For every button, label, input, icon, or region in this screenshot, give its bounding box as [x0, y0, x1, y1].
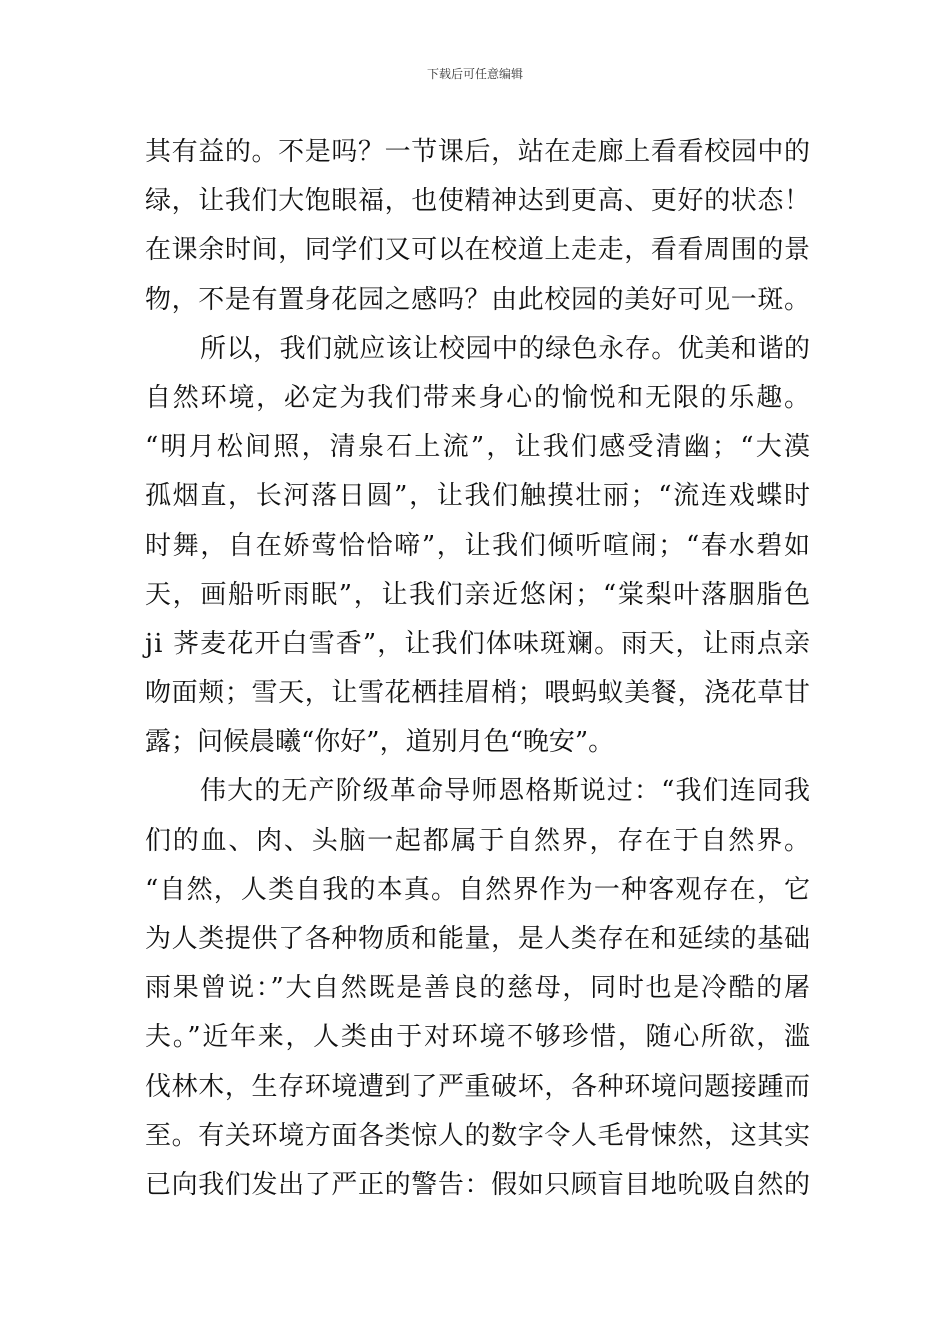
- text-line: ji 荠麦花开白雪香”，让我们体味斑斓。雨天，让雨点亲: [145, 628, 812, 659]
- text-line: 雨果曾说：”大自然既是善良的慈母，同时也是冷酷的屠: [145, 973, 812, 1004]
- text-line: 夫。”近年来，人类由于对环境不够珍惜，随心所欲，滥: [145, 1022, 812, 1053]
- text-line: “明月松间照，清泉石上流”，让我们感受清幽；“大漠: [145, 432, 813, 463]
- body-text: [145, 128, 813, 1210]
- text-line: 所以，我们就应该让校园中的绿色永存。优美和谐的: [200, 333, 811, 364]
- text-line: 们的血、肉、头脑一起都属于自然界，存在于自然界。: [145, 825, 812, 856]
- text-line: 物，不是有置身花园之感吗？由此校园的美好可见一斑。: [145, 284, 811, 315]
- text-line: 已向我们发出了严正的警告：假如只顾盲目地吮吸自然的: [145, 1169, 811, 1200]
- text-line: 天，画船听雨眠”，让我们亲近悠闲；“棠梨叶落胭脂色: [145, 579, 812, 610]
- text-line: 伐林木，生存环境遭到了严重破坏，各种环境问题接踵而: [145, 1071, 811, 1102]
- text-line: 吻面颊；雪天，让雪花栖挂眉梢；喂蚂蚁美餐，浇花草甘: [145, 678, 811, 709]
- text-line: 绿，让我们大饱眼福，也使精神达到更高、更好的状态！: [145, 186, 811, 217]
- text-line: 为人类提供了各种物质和能量，是人类存在和延续的基础: [145, 924, 811, 954]
- page-header: 下载后可任意编辑: [426, 67, 523, 81]
- text-line: 其有益的。不是吗？一节课后，站在走廊上看看校园中的: [145, 137, 811, 167]
- text-line: 至。有关环境方面各类惊人的数字令人毛骨悚然，这其实: [145, 1120, 811, 1151]
- text-line: 伟大的无产阶级革命导师恩格斯说过：“我们连同我: [200, 776, 812, 807]
- text-line: 时舞，自在娇莺恰恰啼”，让我们倾听喧闹；“春水碧如: [145, 530, 812, 561]
- text-line: “自然，人类自我的本真。自然界作为一种客观存在，它: [145, 874, 812, 905]
- text-line: 在课余时间，同学们又可以在校道上走走，看看周围的景: [145, 235, 811, 266]
- text-line: 露；问候晨曦“你好”，道别月色“晚安”。: [145, 727, 615, 758]
- text-line: 自然环境，必定为我们带来身心的愉悦和无限的乐趣。: [145, 382, 812, 413]
- text-line: 孤烟直，长河落日圆”，让我们触摸壮丽；“流连戏蝶时: [145, 481, 812, 512]
